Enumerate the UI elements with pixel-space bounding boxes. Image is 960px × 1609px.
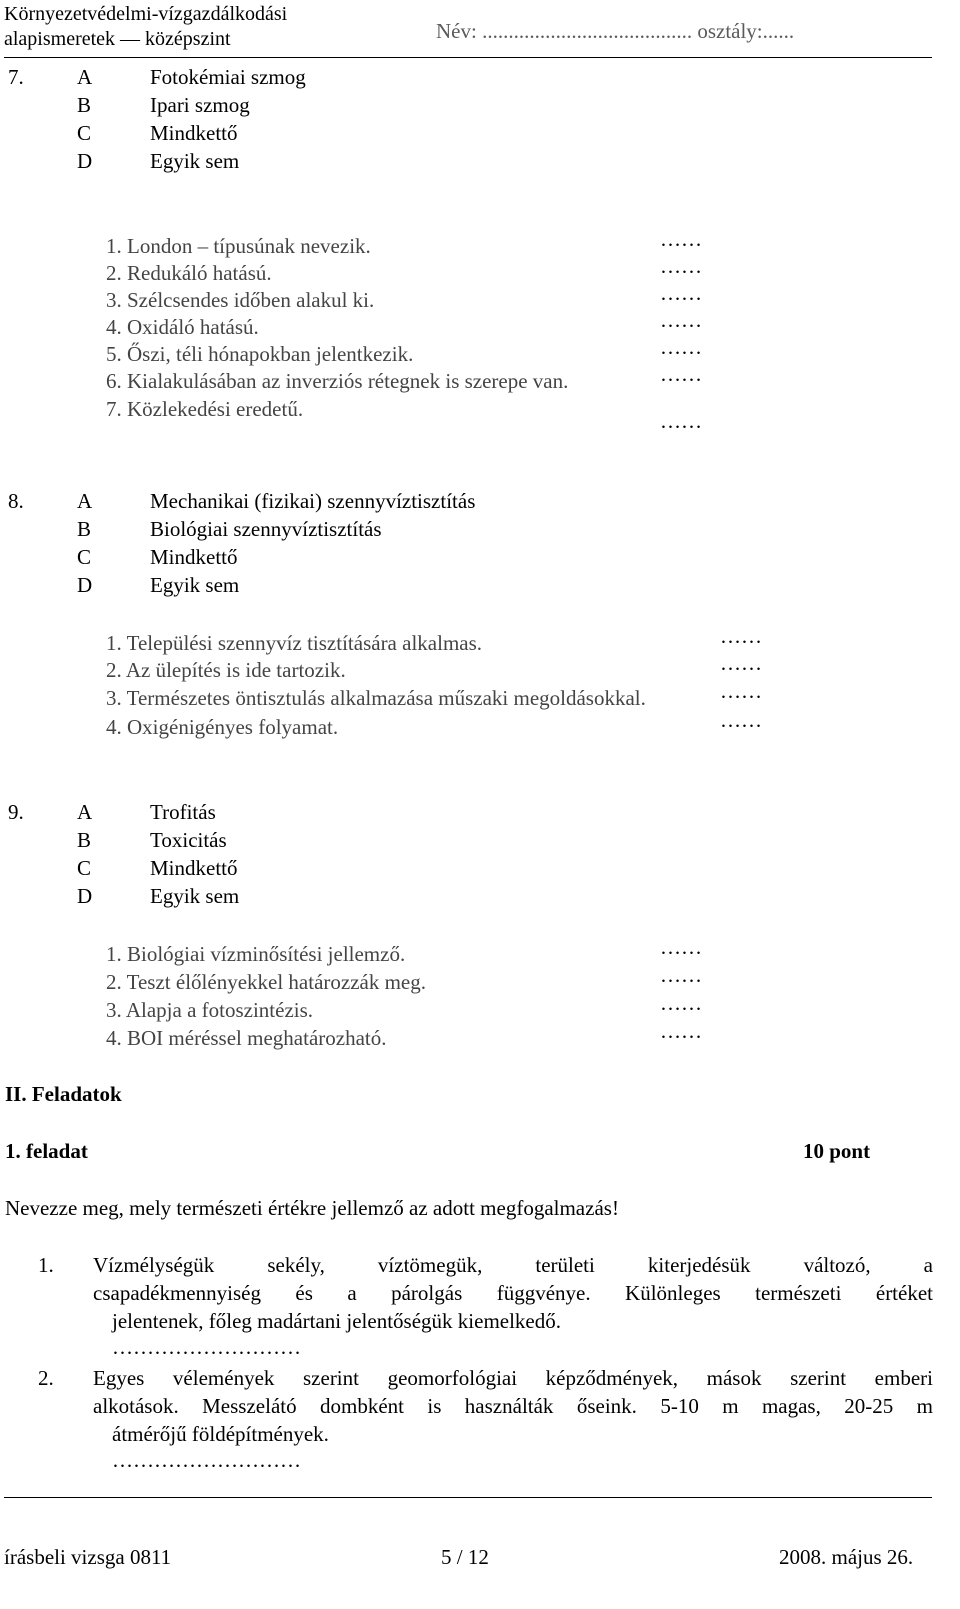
q7-statement: 5. Őszi, téli hónapokban jelentkezik. [106, 342, 414, 366]
q7-statement: 7. Közlekedési eredetű. [106, 397, 304, 421]
q9-answer-blank[interactable]: …… [660, 991, 702, 1015]
q7-answer-blank[interactable]: …… [660, 362, 702, 386]
header-subject-line1: Környezetvédelmi-vízgazdálkodási [4, 3, 288, 25]
q7-answer-blank[interactable]: …… [660, 227, 702, 251]
q7-statement: 2. Redukáló hatású. [106, 261, 272, 285]
q9-option-text: Mindkettő [150, 856, 238, 880]
q9-option-text: Trofitás [150, 800, 216, 824]
q8-statement: 2. Az ülepítés is ide tartozik. [106, 658, 346, 682]
q7-answer-blank[interactable]: …… [660, 409, 702, 433]
q8-answer-blank[interactable]: …… [720, 651, 762, 675]
q7-answer-blank[interactable]: …… [660, 335, 702, 359]
footer-exam-code: írásbeli vizsga 0811 [4, 1545, 172, 1569]
q8-option-letter: C [77, 545, 92, 569]
task-instruction: Nevezze meg, mely természeti értékre jellemző az adott megfogalmazás! [5, 1196, 619, 1220]
header-subject-line2: alapismeretek — középszint [4, 28, 231, 50]
q7-option-text: Ipari szmog [150, 93, 250, 117]
task-item-text-line: Egyes vélemények szerint geomorfológiai képződmények, mások szerint emberi [93, 1366, 933, 1390]
q8-option-text: Mechanikai (fizikai) szennyvíztisztítás [150, 489, 476, 513]
task-points: 10 pont [803, 1139, 871, 1163]
task-item-number: 1. [38, 1253, 54, 1277]
q8-option-letter: D [77, 573, 93, 597]
task-item-answer-blank[interactable]: ……………………… [112, 1335, 301, 1359]
q7-answer-blank[interactable]: …… [660, 254, 702, 278]
q9-option-letter: C [77, 856, 92, 880]
q8-option-text: Mindkettő [150, 545, 238, 569]
q7-statement: 3. Szélcsendes időben alakul ki. [106, 288, 375, 312]
q8-option-letter: A [77, 489, 93, 513]
q9-statement: 1. Biológiai vízminősítési jellemző. [106, 942, 406, 966]
section-title: II. Feladatok [5, 1082, 122, 1106]
footer-page-number: 5 / 12 [441, 1545, 489, 1569]
task-item-text-line: jelentenek, főleg madártani jelentőségük kiemelkedő. [112, 1309, 561, 1333]
q7-option-text: Fotokémiai szmog [150, 65, 306, 89]
q7-option-letter: C [77, 121, 92, 145]
q9-option-letter: B [77, 828, 92, 852]
q9-option-text: Toxicitás [150, 828, 227, 852]
q8-statement: 3. Természetes öntisztulás alkalmazása műszaki megoldásokkal. [106, 686, 646, 710]
task-label: 1. feladat [5, 1139, 88, 1163]
q9-option-text: Egyik sem [150, 884, 240, 908]
q7-option-letter: A [77, 65, 93, 89]
q7-option-letter: B [77, 93, 92, 117]
task-item-text-line: csapadékmennyiség és a párolgás függvénye. Különleges természeti értéket [93, 1281, 933, 1305]
q8-answer-blank[interactable]: …… [720, 624, 762, 648]
q7-statement: 1. London – típusúnak nevezik. [106, 234, 371, 258]
header-name-class-field: Név: ........................................ osztály:...... [436, 19, 795, 43]
q7-answer-blank[interactable]: …… [660, 308, 702, 332]
footer-rule [4, 1497, 932, 1498]
q8-statement: 1. Települési szennyvíz tisztítására alkalmas. [106, 631, 483, 655]
q8-answer-blank[interactable]: …… [720, 708, 762, 732]
q7-option-text: Mindkettő [150, 121, 238, 145]
q7-option-letter: D [77, 149, 93, 173]
q7-number: 7. [8, 65, 24, 89]
q8-answer-blank[interactable]: …… [720, 679, 762, 703]
task-item-text-line: alkotások. Messzelátó dombként is használták őseink. 5-10 m magas, 20-25 m [93, 1394, 933, 1418]
q9-statement: 4. BOI méréssel meghatározható. [106, 1026, 387, 1050]
q9-statement: 3. Alapja a fotoszintézis. [106, 998, 314, 1022]
q7-answer-blank[interactable]: …… [660, 281, 702, 305]
task-item-text-line: átmérőjű földépítmények. [112, 1422, 329, 1446]
q8-statement: 4. Oxigénigényes folyamat. [106, 715, 339, 739]
q9-answer-blank[interactable]: …… [660, 1019, 702, 1043]
task-item-answer-blank[interactable]: ……………………… [112, 1448, 301, 1472]
q9-answer-blank[interactable]: …… [660, 963, 702, 987]
q9-answer-blank[interactable]: …… [660, 935, 702, 959]
q9-option-letter: D [77, 884, 93, 908]
q9-option-letter: A [77, 800, 93, 824]
q8-number: 8. [8, 489, 24, 513]
task-item-number: 2. [38, 1366, 54, 1390]
q9-number: 9. [8, 800, 24, 824]
task-item-text-line: Vízmélységük sekély, víztömegük, területi kiterjedésük változó, a [93, 1253, 933, 1277]
q7-statement: 4. Oxidáló hatású. [106, 315, 259, 339]
q8-option-text: Biológiai szennyvíztisztítás [150, 517, 382, 541]
header-rule [4, 57, 932, 58]
q8-option-letter: B [77, 517, 92, 541]
q7-option-text: Egyik sem [150, 149, 240, 173]
q7-statement: 6. Kialakulásában az inverziós rétegnek is szerepe van. [106, 369, 569, 393]
q8-option-text: Egyik sem [150, 573, 240, 597]
footer-date: 2008. május 26. [779, 1545, 914, 1569]
q9-statement: 2. Teszt élőlényekkel határozzák meg. [106, 970, 427, 994]
